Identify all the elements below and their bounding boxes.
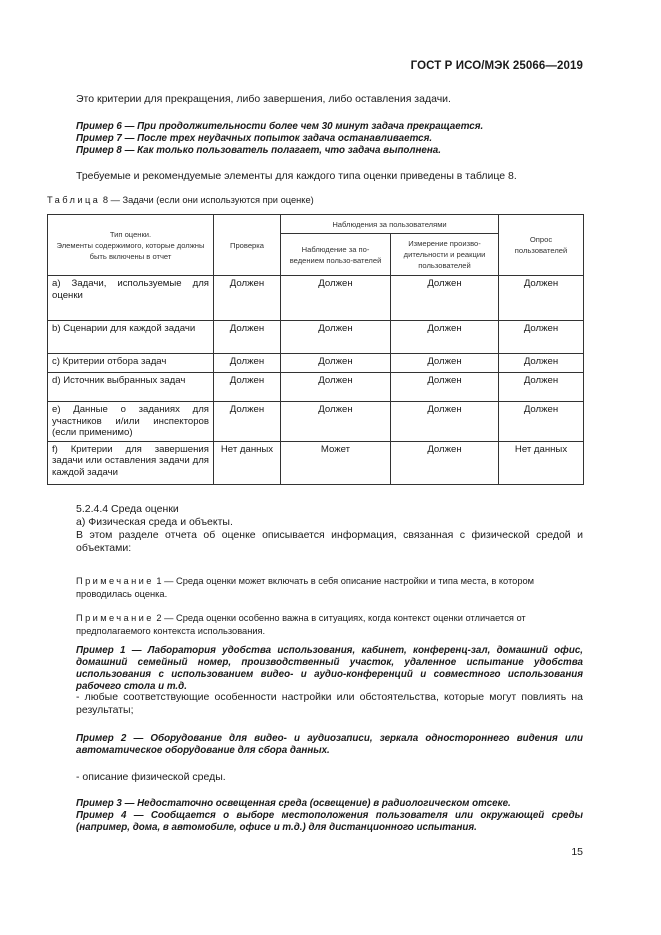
row-observation: Должен bbox=[281, 354, 391, 373]
table-header-row bbox=[48, 215, 584, 234]
note-2-label: Примечание bbox=[76, 613, 154, 623]
section-paragraph bbox=[76, 529, 583, 555]
example-1: Пример 1 — Лаборатория удобства использования, кабинет, конференц-зал, домашний офис, домашний семейный номер, производственный участок, удаленное испытание удобства использования с использованием видео- и аудио-конференций и совместного использования рабочего стола и т.д. bbox=[76, 645, 583, 692]
row-survey: Должен bbox=[499, 321, 584, 354]
page-number: 15 bbox=[571, 846, 583, 858]
table-caption-text: 8 — Задачи (если они используются при оценке) bbox=[102, 195, 314, 205]
row-check: Нет данных bbox=[214, 441, 281, 484]
example-8: Пример 8 — Как только пользователь полагает, что задача выполнена. bbox=[76, 145, 441, 156]
table-row bbox=[48, 441, 584, 484]
table-row bbox=[48, 373, 584, 402]
note-1 bbox=[47, 575, 583, 601]
section-heading: 5.2.4.4 Среда оценки bbox=[76, 503, 179, 515]
row-item: e) Данные о заданиях для участников и/или инспекторов (если применимо) bbox=[48, 402, 214, 442]
tasks-table bbox=[47, 214, 584, 485]
note-1-label: Примечание bbox=[76, 576, 154, 586]
row-check: Должен bbox=[214, 321, 281, 354]
row-observation: Может bbox=[281, 441, 391, 484]
row-check: Должен bbox=[214, 276, 281, 321]
example-6: Пример 6 — При продолжительности более чем 30 минут задача прекращается. bbox=[76, 121, 484, 132]
row-survey: Должен bbox=[499, 354, 584, 373]
row-item: a) Задачи, используемые для оценки bbox=[48, 276, 214, 321]
section-paragraph-text: В этом разделе отчета об оценке описывается информация, связанная с физической средой и объектами: bbox=[76, 529, 583, 554]
row-measurement: Должен bbox=[391, 441, 499, 484]
row-measurement: Должен bbox=[391, 321, 499, 354]
row-measurement: Должен bbox=[391, 402, 499, 442]
table-row bbox=[48, 402, 584, 442]
section-subitem-a: а) Физическая среда и объекты. bbox=[76, 516, 233, 528]
example-2: Пример 2 — Оборудование для видео- и аудиозаписи, зеркала одностороннего видения или автоматическое оборудование для сбора данных. bbox=[76, 733, 583, 756]
example-7: Пример 7 — После трех неудачных попыток задача останавливается. bbox=[76, 133, 433, 144]
note-1-text: 1 — Среда оценки может включать в себя описание настройки и типа места, в котором проводилась оценка. bbox=[76, 576, 535, 599]
row-item: b) Сценарии для каждой задачи bbox=[48, 321, 214, 354]
table-intro-paragraph: Требуемые и рекомендуемые элементы для каждого типа оценки приведены в таблице 8. bbox=[76, 170, 517, 182]
row-measurement: Должен bbox=[391, 373, 499, 402]
header-survey: Опрос пользователей bbox=[499, 215, 584, 276]
row-item: c) Критерии отбора задач bbox=[48, 354, 214, 373]
row-observation: Должен bbox=[281, 276, 391, 321]
header-check: Проверка bbox=[214, 215, 281, 276]
table-row bbox=[48, 321, 584, 354]
table-row bbox=[48, 276, 584, 321]
header-observation-behavior: Наблюдение за по-ведением пользо-вателей bbox=[281, 234, 391, 276]
table-caption bbox=[47, 195, 314, 205]
header-observation-group: Наблюдения за пользователями bbox=[281, 215, 499, 234]
note-2-text: 2 — Среда оценки особенно важна в ситуациях, когда контекст оценки отличается от предполагаемого контекста использования. bbox=[76, 613, 526, 636]
row-survey: Должен bbox=[499, 373, 584, 402]
row-item: f) Критерии для завершения задачи или оставления задачи для каждой задачи bbox=[48, 441, 214, 484]
intro-paragraph: Это критерии для прекращения, либо завершения, либо оставления задачи. bbox=[76, 93, 451, 105]
row-survey: Должен bbox=[499, 276, 584, 321]
header-measurement: Измерение произво-дительности и реакции пользователей bbox=[391, 234, 499, 276]
row-item: d) Источник выбранных задач bbox=[48, 373, 214, 402]
row-observation: Должен bbox=[281, 321, 391, 354]
row-measurement: Должен bbox=[391, 276, 499, 321]
row-survey: Нет данных bbox=[499, 441, 584, 484]
row-observation: Должен bbox=[281, 402, 391, 442]
row-check: Должен bbox=[214, 373, 281, 402]
bullet-settings: - любые соответствующие особенности настройки или обстоятельства, которые могут повлиять на результаты; bbox=[76, 691, 583, 716]
row-measurement: Должен bbox=[391, 354, 499, 373]
row-survey: Должен bbox=[499, 402, 584, 442]
row-check: Должен bbox=[214, 402, 281, 442]
example-4: Пример 4 — Сообщается о выборе местоположения пользователя или окружающей среды (например, дома, в автомобиле, офисе и т.д.) для дистанционного испытания. bbox=[76, 810, 583, 833]
example-3: Пример 3 — Недостаточно освещенная среда (освещение) в радиологическом отсеке. bbox=[76, 798, 511, 809]
row-check: Должен bbox=[214, 354, 281, 373]
note-2 bbox=[76, 612, 583, 638]
table-caption-label: Таблица bbox=[47, 195, 101, 205]
table-row bbox=[48, 354, 584, 373]
row-observation: Должен bbox=[281, 373, 391, 402]
header-type: Тип оценки. Элементы содержимого, которые должны быть включены в отчет bbox=[48, 215, 214, 276]
document-header: ГОСТ Р ИСО/МЭК 25066—2019 bbox=[410, 60, 583, 72]
bullet-physical-environment: - описание физической среды. bbox=[76, 771, 226, 783]
